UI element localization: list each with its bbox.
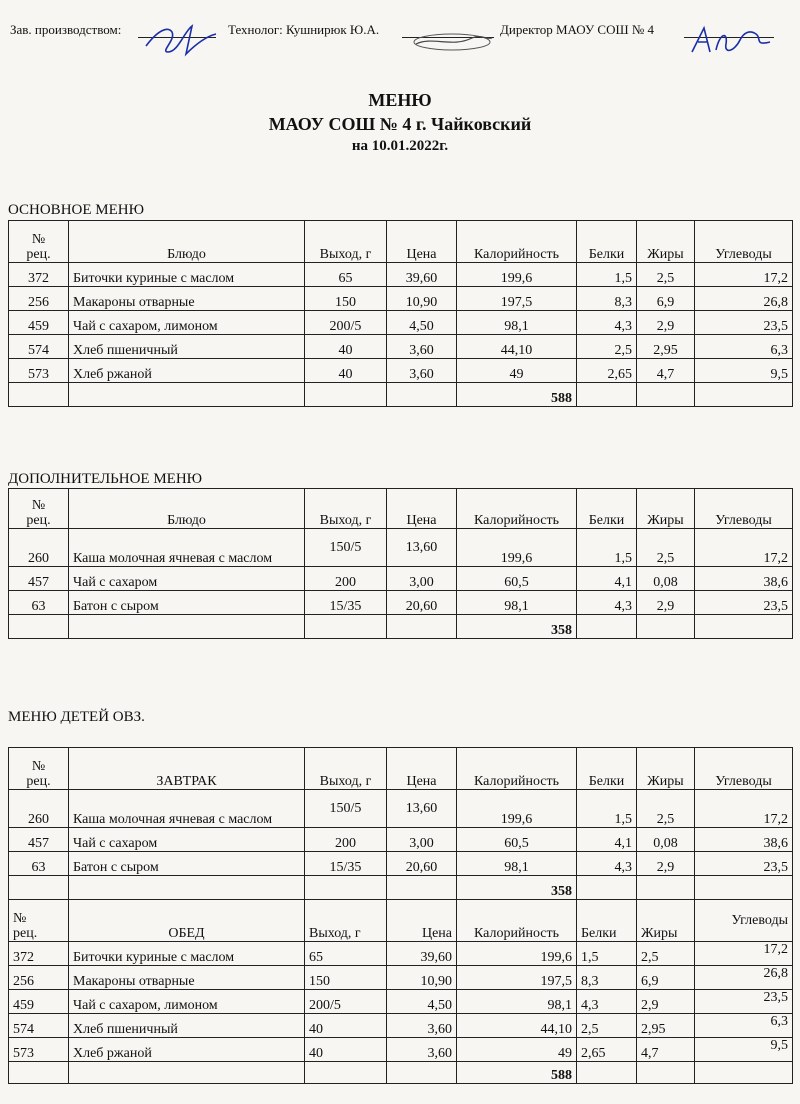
- table-row: 457 Чай с сахаром 200 3,00 60,5 4,1 0,08 38,6: [9, 567, 793, 591]
- lunch-label: ОБЕД: [69, 900, 305, 942]
- col-carbs: Углеводы: [695, 489, 793, 529]
- col-fat: Жиры: [637, 489, 695, 529]
- signature-mark: [138, 22, 218, 62]
- table-row: 573 Хлеб ржаной 40 3,60 49 2,65 4,7 9,5: [9, 359, 793, 383]
- table-row: 256 Макароны отварные 150 10,90 197,5 8,3 6,9 26,8: [9, 287, 793, 311]
- col-calories: Калорийность: [457, 900, 577, 942]
- main-menu-label: ОСНОВНОЕ МЕНЮ: [8, 202, 145, 218]
- school-title: МАОУ СОШ № 4 г. Чайковский: [268, 114, 532, 134]
- col-output: Выход, г: [305, 900, 387, 942]
- zav-label: Зав. производством:: [10, 22, 122, 37]
- breakfast-label: ЗАВТРАК: [69, 748, 305, 790]
- col-protein: Белки: [577, 489, 637, 529]
- menu-title: МЕНЮ: [368, 90, 432, 110]
- col-protein: Белки: [577, 748, 637, 790]
- lunch-header-row: [9, 900, 793, 942]
- col-num: № рец.: [9, 221, 69, 263]
- total-calories: 358: [457, 876, 577, 900]
- col-carbs: Углеводы: [695, 748, 793, 790]
- col-price: Цена: [387, 221, 457, 263]
- technolog-label: Технолог: Кушнирюк Ю.А.: [228, 22, 380, 37]
- col-fat: Жиры: [637, 900, 695, 942]
- col-price: Цена: [387, 900, 457, 942]
- col-protein: Белки: [577, 221, 637, 263]
- col-output: Выход, г: [305, 748, 387, 790]
- table-header-row: [9, 489, 793, 529]
- signature-mark: [402, 22, 496, 62]
- total-row: [9, 1062, 793, 1084]
- col-output: Выход, г: [305, 489, 387, 529]
- table-row: 372 Биточки куриные с маслом 65 39,60 199,6 1,5 2,5 17,2: [9, 263, 793, 287]
- col-num: № рец.: [9, 748, 69, 790]
- breakfast-header-row: [9, 748, 793, 790]
- table-row: 63 Батон с сыром 15/35 20,60 98,1 4,3 2,9 23,5: [9, 591, 793, 615]
- col-carbs: Углеводы: [695, 221, 793, 263]
- col-calories: Калорийность: [457, 748, 577, 790]
- col-num: № рец.: [9, 900, 69, 942]
- col-calories: Калорийность: [457, 221, 577, 263]
- table-row: 256 Макароны отварные 150 10,90 197,5 8,3 6,9 26,8: [9, 966, 793, 990]
- menu-date: на 10.01.2022г.: [351, 138, 449, 154]
- total-calories: 588: [457, 1062, 577, 1084]
- technolog-signature-line: [402, 36, 494, 38]
- col-dish: Блюдо: [69, 489, 305, 529]
- signature-mark: [684, 22, 776, 62]
- main-menu-table: [8, 220, 793, 407]
- total-calories: 358: [457, 615, 577, 639]
- col-calories: Калорийность: [457, 489, 577, 529]
- table-row: 260 Каша молочная ячневая с маслом 150/5 13,60 199,6 1,5 2,5 17,2: [9, 790, 793, 828]
- col-output: Выход, г: [305, 221, 387, 263]
- ovz-menu-table: [8, 747, 793, 1084]
- total-row: [9, 615, 793, 639]
- col-fat: Жиры: [637, 748, 695, 790]
- col-price: Цена: [387, 748, 457, 790]
- col-carbs: Углеводы: [695, 900, 793, 942]
- table-row: 459 Чай с сахаром, лимоном 200/5 4,50 98,1 4,3 2,9 23,5: [9, 311, 793, 335]
- table-row: 459 Чай с сахаром, лимоном 200/5 4,50 98,1 4,3 2,9 23,5: [9, 990, 793, 1014]
- table-row: 573 Хлеб ржаной 40 3,60 49 2,65 4,7 9,5: [9, 1038, 793, 1062]
- extra-menu-label: ДОПОЛНИТЕЛЬНОЕ МЕНЮ: [8, 471, 203, 487]
- table-header-row: [9, 221, 793, 263]
- total-calories: 588: [457, 383, 577, 407]
- director-label: Директор МАОУ СОШ № 4: [500, 22, 654, 37]
- col-fat: Жиры: [637, 221, 695, 263]
- zav-signature-line: [138, 36, 216, 38]
- ovz-menu-label: МЕНЮ ДЕТЕЙ ОВЗ.: [8, 709, 145, 725]
- table-row: 372 Биточки куриные с маслом 65 39,60 199,6 1,5 2,5 17,2: [9, 942, 793, 966]
- table-row: 457 Чай с сахаром 200 3,00 60,5 4,1 0,08 38,6: [9, 828, 793, 852]
- total-row: [9, 383, 793, 407]
- table-row: 63 Батон с сыром 15/35 20,60 98,1 4,3 2,9 23,5: [9, 852, 793, 876]
- total-row: [9, 876, 793, 900]
- table-row: 574 Хлеб пшеничный 40 3,60 44,10 2,5 2,95 6,3: [9, 1014, 793, 1038]
- table-row: 260 Каша молочная ячневая с маслом 150/5 13,60 199,6 1,5 2,5 17,2: [9, 529, 793, 567]
- approval-header: [10, 22, 790, 44]
- col-price: Цена: [387, 489, 457, 529]
- col-protein: Белки: [577, 900, 637, 942]
- table-row: 574 Хлеб пшеничный 40 3,60 44,10 2,5 2,95 6,3: [9, 335, 793, 359]
- col-num: № рец.: [9, 489, 69, 529]
- col-dish: Блюдо: [69, 221, 305, 263]
- director-signature-line: [684, 36, 774, 38]
- extra-menu-table: [8, 488, 793, 639]
